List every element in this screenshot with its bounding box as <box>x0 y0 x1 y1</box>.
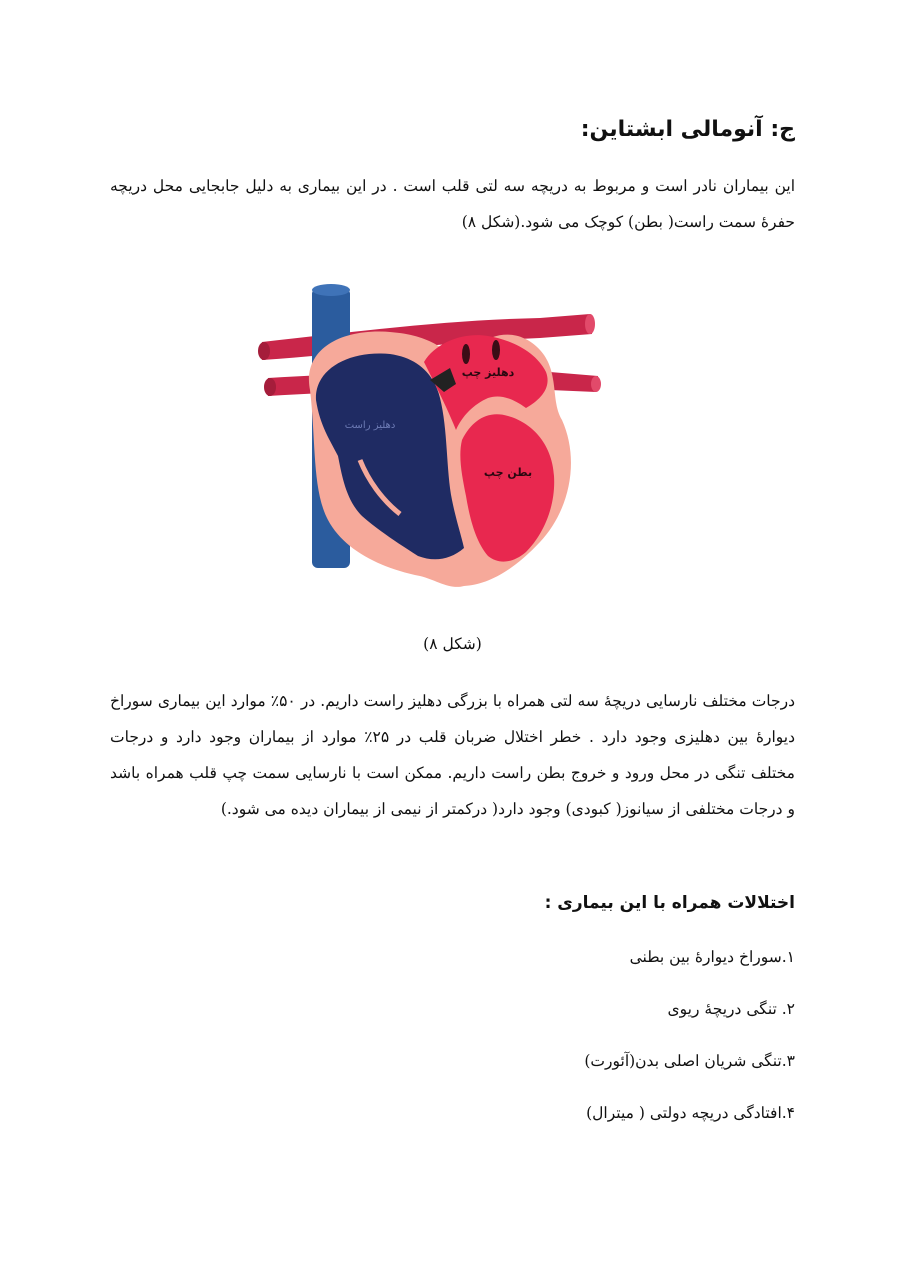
heart-diagram <box>250 280 615 600</box>
complication-item: ۳.تنگی شریان اصلی بدن(آئورت) <box>584 1052 795 1070</box>
pulmonary-vessel-lower-end-right <box>591 376 601 392</box>
section-title: ج: آنومالی ابشتاین: <box>580 117 795 142</box>
intro-paragraph: این بیماران نادر است و مربوط به دریچه سه لتی قلب است . در این بیماری به دلیل جابجایی محل دریچه حفرهٔ سمت راست( بطن) کوچک می شود.(شکل ۸) <box>110 177 795 231</box>
complication-item: ۱.سوراخ دیوارهٔ بین بطنی <box>629 948 795 966</box>
left-atrium-mark-left <box>462 344 470 364</box>
complications-list <box>195 940 795 1148</box>
figure-caption: (شکل ۸) <box>423 635 482 653</box>
body-paragraph: درجات مختلف نارسایی دریچهٔ سه لتی همراه با بزرگی دهلیز راست داریم. در ۵۰٪ موارد این بیماری سوراخ دیوارهٔ بین دهلیزی وجود دارد . خطر اختلال ضربان قلب در ۲۵٪ موارد از بیماران وجود دارد و درجات مختلف تنگی در محل ورود و خروج بطن راست داریم. ممکن است با نارسایی سمت چپ قلب همراه باشد و درجات مختلفی از سیانوز( کبودی) وجود دارد( درکمتر از نیمی از بیماران دیده می شود.) <box>110 692 795 818</box>
vena-cava-top <box>312 284 350 296</box>
label-right-atrium: دهلیز راست <box>344 420 396 431</box>
pulmonary-vessel-lower-end-left <box>264 378 276 396</box>
left-atrium-mark-right <box>492 340 500 360</box>
complication-item: ۴.افتادگی دریچه دولتی ( میترال) <box>586 1104 795 1122</box>
pulmonary-vessel-upper-end-right <box>585 314 595 334</box>
complications-title: اختلالات همراه با این بیماری : <box>544 893 795 913</box>
label-left-ventricle: بطن چپ <box>483 466 533 479</box>
pulmonary-vessel-upper-end-left <box>258 342 270 360</box>
label-left-atrium: دهلیز چپ <box>461 366 515 379</box>
complication-item: ۲. تنگی دریچهٔ ریوی <box>667 1000 795 1018</box>
